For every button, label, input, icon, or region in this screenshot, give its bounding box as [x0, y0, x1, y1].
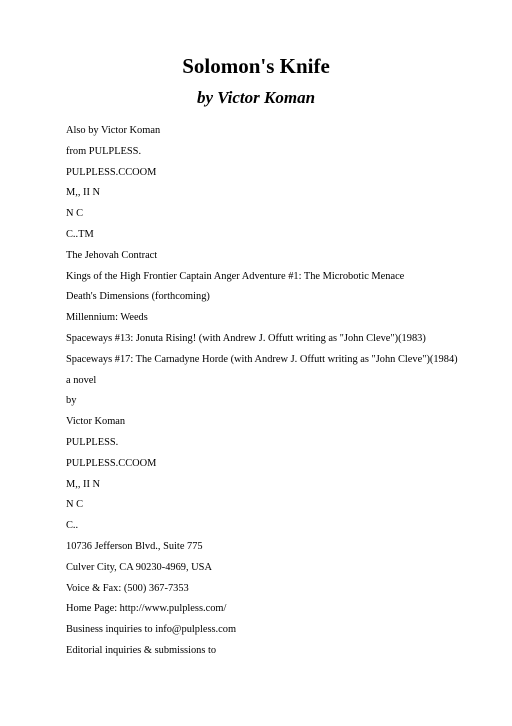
- text-line: M,, II N: [66, 187, 101, 199]
- text-line: Millennium: Weeds: [66, 312, 148, 324]
- front-matter-lines: [66, 124, 496, 665]
- text-line: M,, II N: [66, 478, 101, 490]
- text-line: Voice & Fax: (500) 367-7353: [66, 582, 189, 594]
- text-line: PULPLESS.CCOOM: [66, 457, 157, 469]
- text-line: from PULPLESS.: [66, 145, 142, 157]
- text-line: PULPLESS.: [66, 436, 119, 448]
- text-line: Editorial inquiries & submissions to: [66, 644, 217, 656]
- text-line: PULPLESS.CCOOM: [66, 166, 157, 178]
- text-line: Also by Victor Koman: [66, 125, 161, 136]
- text-line: Culver City, CA 90230-4969, USA: [66, 561, 212, 573]
- text-line: Home Page: http://www.pulpless.com/: [66, 603, 227, 615]
- text-line: by: [66, 395, 77, 407]
- text-line: Victor Koman: [66, 416, 126, 428]
- text-line: 10736 Jefferson Blvd., Suite 775: [66, 540, 203, 552]
- text-line: Kings of the High Frontier Captain Anger Adventure #1: The Microbotic Menace: [66, 270, 405, 282]
- text-line: C..: [66, 520, 79, 532]
- text-line: Death's Dimensions (forthcoming): [66, 291, 210, 303]
- book-title: Solomon's Knife: [182, 54, 330, 78]
- text-line: Spaceways #13: Jonuta Rising! (with Andrew J. Offutt writing as "John Cleve")(1983): [66, 332, 426, 344]
- text-line: a novel: [66, 374, 97, 386]
- text-line: N C: [66, 499, 84, 511]
- text-line: Business inquiries to info@pulpless.com: [66, 624, 237, 636]
- text-line: Spaceways #17: The Carnadyne Horde (with Andrew J. Offutt writing as "John Cleve")(1984): [66, 353, 458, 365]
- text-line: C..TM: [66, 228, 94, 240]
- text-line: The Jehovah Contract: [66, 249, 158, 261]
- author-byline: by Victor Koman: [196, 88, 316, 107]
- text-line: N C: [66, 208, 84, 220]
